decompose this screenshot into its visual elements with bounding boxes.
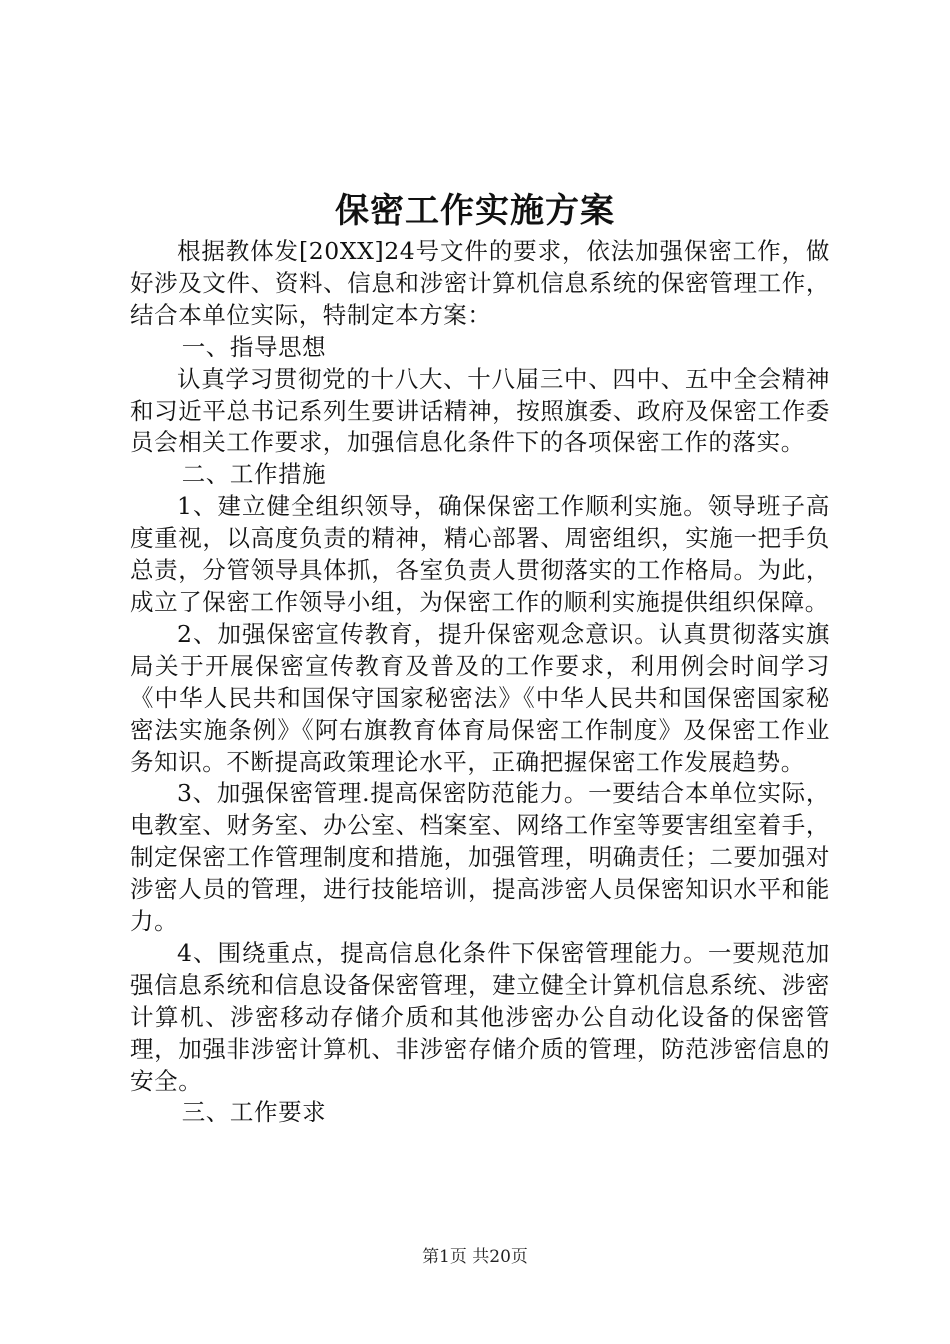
measure-paragraph-2: 2、加强保密宣传教育，提升保密观念意识。认真贯彻落实旗局关于开展保密宣传教育及普及的工作要求，利用例会时间学习《中华人民共和国保守国家秘密法》《中华人民共和国保密国家秘密法实施条例》《阿右旗教育体育局保密工作制度》及保密工作业务知识。不断提高政策理论水平，正确把握保密工作发展趋势。 <box>130 619 830 776</box>
measure-paragraph-3: 3、加强保密管理.提高保密防范能力。一要结合本单位实际，电教室、财务室、办公室、档案室、网络工作室等要害组室着手，制定保密工作管理制度和措施，加强管理，明确责任；二要加强对涉密人员的管理，进行技能培训，提高涉密人员保密知识水平和能力。 <box>130 779 830 936</box>
document-body <box>130 236 830 1129</box>
intro-paragraph: 根据教体发[20XX]24号文件的要求，依法加强保密工作，做好涉及文件、资料、信息和涉密计算机信息系统的保密管理工作，结合本单位实际，特制定本方案： <box>130 237 830 329</box>
section-heading-guiding-ideology: 一、指导思想 <box>181 332 327 361</box>
measure-paragraph-1: 1、建立健全组织领导，确保保密工作顺利实施。领导班子高度重视，以高度负责的精神，精心部署、周密组织，实施一把手负总责，分管领导具体抓，各室负责人贯彻落实的工作格局。为此，成立了保密工作领导小组，为保密工作的顺利实施提供组织保障。 <box>130 492 830 616</box>
document-title: 保密工作实施方案 <box>335 191 615 231</box>
page-footer: 第1页 共20页 <box>422 1247 528 1267</box>
section-heading-work-measures: 二、工作措施 <box>181 460 327 489</box>
section-heading-work-requirements: 三、工作要求 <box>181 1098 327 1127</box>
measure-paragraph-4: 4、围绕重点，提高信息化条件下保密管理能力。一要规范加强信息系统和信息设备保密管理，建立健全计算机信息系统、涉密计算机、涉密移动存储介质和其他涉密办公自动化设备的保密管理，加强非涉密计算机、非涉密存储介质的管理，防范涉密信息的安全。 <box>130 938 830 1095</box>
guiding-ideology-paragraph: 认真学习贯彻党的十八大、十八届三中、四中、五中全会精神和习近平总书记系列生要讲话精神，按照旗委、政府及保密工作委员会相关工作要求，加强信息化条件下的各项保密工作的落实。 <box>130 364 830 457</box>
